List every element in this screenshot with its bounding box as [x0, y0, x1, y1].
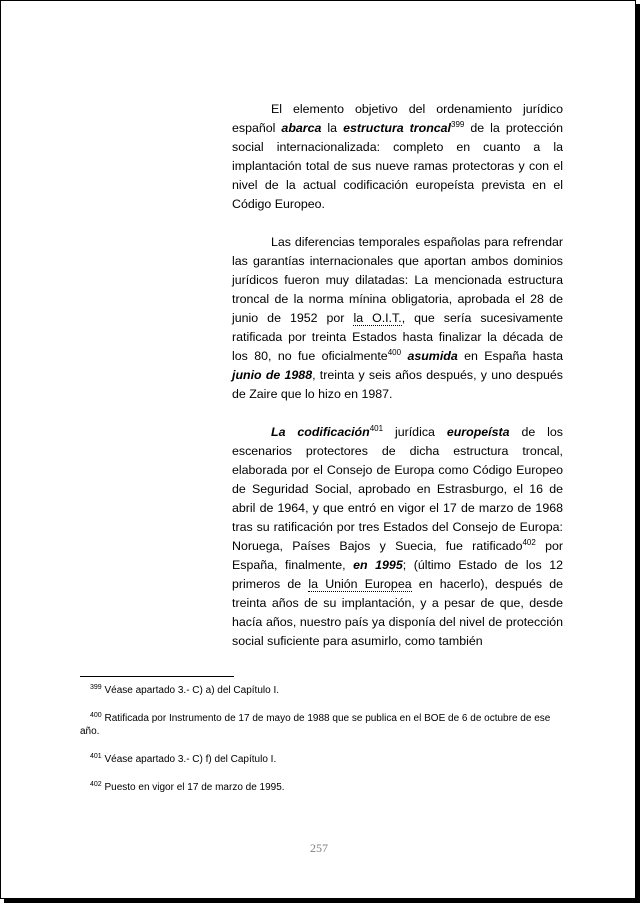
- emphasis-europeista: europeísta: [446, 425, 510, 439]
- footnote-399: [80, 684, 564, 697]
- footnote-402: [80, 781, 564, 794]
- emphasis-asumida: asumida: [407, 349, 458, 363]
- footnote-number: 399: [90, 684, 102, 691]
- dotted-term-union-europea: la Unión Europea: [308, 577, 412, 591]
- emphasis-abarca: abarca: [281, 121, 322, 135]
- footnote-text: Véase apartado 3.- C) a) del Capítulo I.: [101, 685, 280, 696]
- footnote-ref-399[interactable]: 399: [451, 120, 465, 129]
- text-run: El elemento objetivo del ordenamiento jurídico español: [232, 102, 563, 135]
- footnote-separator: [80, 676, 234, 677]
- text-run: , que sería sucesivamente ratificada por treinta Estados hasta finalizar la década de los 80, no fue oficialmente: [232, 311, 563, 363]
- footnote-401: [80, 753, 564, 766]
- text-run: , treinta y seis años después, y uno después de Zaire que lo hizo en 1987.: [232, 368, 563, 401]
- text-run: Las diferencias temporales españolas para refrendar las garantías internacionales que aportan ambos dominios jurídicos fueron muy dilatadas: La mencionada estructura troncal de la norma mínina obligatoria, aprobada el 28 de junio de 1952 por: [232, 235, 563, 325]
- text-run: de los escenarios protectores de dicha estructura troncal, elaborada por el Consejo de Europa como Código Europeo de Seguridad Social, aprobado en Estrasburgo, el 16 de abril de 1964, y que entró en vigor el 17 de marzo de 1968 tras su ratificación por tres Estados del Consejo de Europa: Noruega, Países Bajos y Suecia, fue ratificado: [232, 425, 563, 553]
- dotted-term-oit: la O.I.T.: [353, 311, 402, 325]
- paragraph-1: [232, 100, 563, 214]
- footnote-ref-402[interactable]: 402: [522, 538, 536, 547]
- emphasis-junio-1988: junio de 1988: [232, 368, 313, 382]
- footnote-ref-400[interactable]: 400: [387, 348, 402, 357]
- emphasis-la-codificacion: La codificación: [271, 425, 370, 439]
- paragraph-2: [232, 233, 563, 404]
- emphasis-estructura-troncal: estructura troncal: [343, 121, 451, 135]
- text-run: por España, finalmente,: [232, 539, 564, 572]
- text-run: de la protección social internacionalizada: completo en cuanto a la implantación total de sus nueve ramas protectoras y con el nivel de la actual codificación europeísta prevista en el Código Europeo.: [232, 121, 563, 211]
- text-run: la: [321, 121, 344, 135]
- paragraph-3: [232, 423, 563, 651]
- emphasis-en-1995: en 1995: [353, 558, 403, 572]
- page-number: 257: [310, 841, 328, 855]
- footnote-text: Ratificada por Instrumento de 17 de mayo de 1988 que se publica en el BOE de 6 de octubre de ese año.: [80, 713, 551, 737]
- footnotes: [80, 684, 564, 809]
- footnote-text: Puesto en vigor el 17 de marzo de 1995.: [101, 782, 285, 793]
- footnote-number: 400: [90, 712, 102, 719]
- body-text: [232, 100, 563, 670]
- footnote-text: Véase apartado 3.- C) f) del Capítulo I.: [101, 754, 277, 765]
- footnote-number: 401: [90, 753, 102, 760]
- text-run: ; (último Estado de los 12 primeros de: [232, 558, 563, 591]
- text-run: en hacerlo), después de treinta años de su implantación, y a pesar de que, desde hacía años, nuestro país ya disponía del nivel de protección social suficiente para asumirlo, como también: [232, 577, 563, 648]
- footnote-number: 402: [90, 781, 102, 788]
- text-run: jurídica: [383, 425, 447, 439]
- footnote-ref-401[interactable]: 401: [369, 424, 384, 433]
- footnote-400: [80, 712, 564, 738]
- text-run: en España hasta: [457, 349, 563, 363]
